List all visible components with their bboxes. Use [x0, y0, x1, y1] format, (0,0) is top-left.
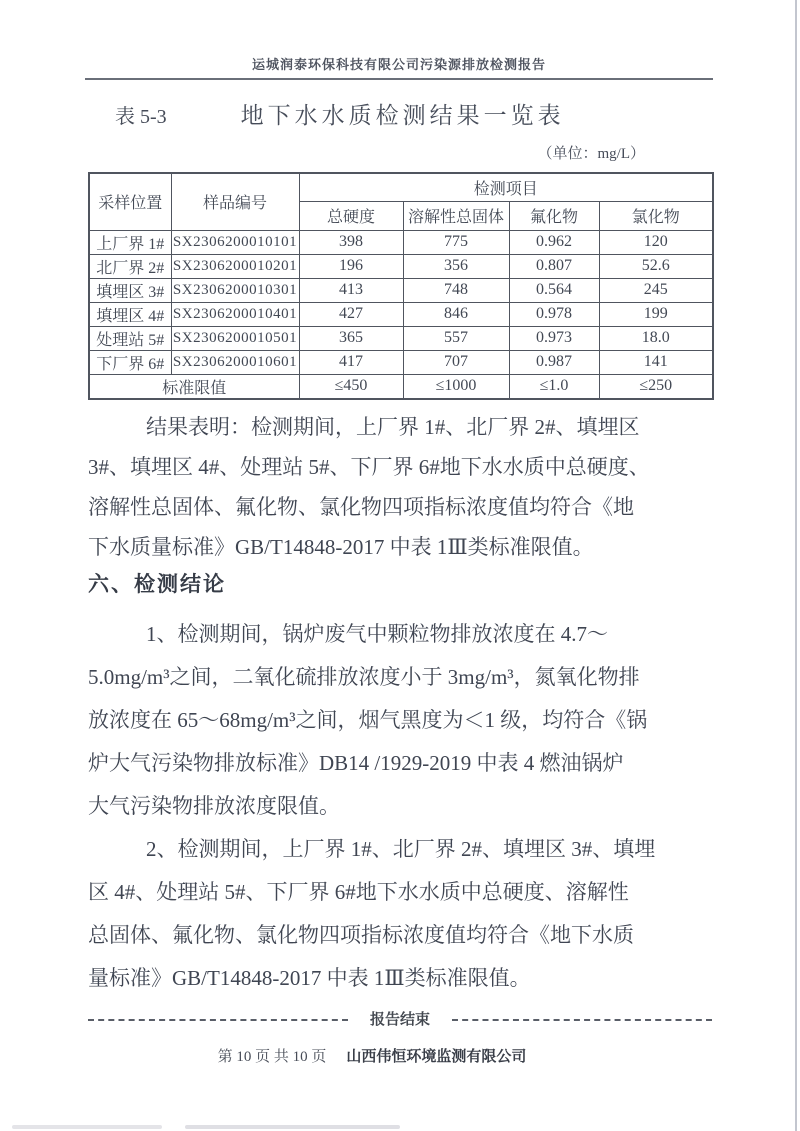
paragraph-line: 大气污染物排放浓度限值。 — [88, 793, 340, 818]
scan-smudge — [12, 1125, 162, 1129]
limit-value: ≤1.0 — [509, 374, 599, 399]
cell-value: 413 — [299, 278, 403, 302]
table-title: 地下水水质检测结果一览表 — [240, 103, 565, 128]
cell-value: 846 — [403, 302, 509, 326]
groundwater-results-table — [88, 172, 714, 400]
cell-value: 0.987 — [509, 350, 599, 374]
cell-value: 141 — [599, 350, 713, 374]
paragraph-line: 3#、填埋区 4#、处理站 5#、下厂界 6#地下水水质中总硬度、 — [88, 454, 650, 479]
limit-label: 标准限值 — [89, 374, 299, 399]
cell-location: 上厂界 1# — [89, 230, 171, 254]
paragraph-line: 放浓度在 65～68mg/m³之间，烟气黑度为＜1 级，均符合《锅 — [88, 707, 648, 732]
cell-value: 0.978 — [509, 302, 599, 326]
table-row — [89, 254, 713, 278]
limit-value: ≤1000 — [403, 374, 509, 399]
paragraph-line: 结果表明：检测期间，上厂界 1#、北厂界 2#、填埋区 — [146, 414, 640, 439]
cell-value: 707 — [403, 350, 509, 374]
paragraph-line: 溶解性总固体、氟化物、氯化物四项指标浓度值均符合《地 — [88, 494, 634, 519]
table-row — [89, 230, 713, 254]
report-end-separator — [88, 1010, 712, 1028]
cell-sample-no: SX2306200010201 — [171, 254, 299, 278]
cell-sample-no: SX2306200010601 — [171, 350, 299, 374]
col-header-fluoride: 氟化物 — [509, 201, 599, 230]
col-header-sample-no: 样品编号 — [171, 173, 299, 230]
col-header-chloride: 氯化物 — [599, 201, 713, 230]
unit-note-text: （单位：mg/L） — [537, 146, 645, 162]
standard-limit-row — [89, 374, 713, 399]
paragraph-line: 下水质量标准》GB/T14848-2017 中表 1Ⅲ类标准限值。 — [88, 534, 594, 559]
cell-value: 0.807 — [509, 254, 599, 278]
cell-sample-no: SX2306200010101 — [171, 230, 299, 254]
paragraph-line: 总固体、氟化物、氯化物四项指标浓度值均符合《地下水质 — [88, 922, 634, 947]
table-title-row — [88, 100, 712, 132]
cell-value: 0.973 — [509, 326, 599, 350]
page-number: 第 10 页 共 10 页 — [217, 1048, 327, 1065]
dashed-rule-right — [452, 1019, 712, 1021]
conclusion-paragraph-1 — [88, 613, 712, 828]
cell-location: 填埋区 3# — [89, 278, 171, 302]
col-header-tds: 溶解性总固体 — [403, 201, 509, 230]
cell-value: 427 — [299, 302, 403, 326]
scan-smudge — [185, 1125, 400, 1129]
unit-note — [88, 143, 712, 165]
scan-edge-line — [795, 0, 797, 1131]
paragraph-line: 2、检测期间，上厂界 1#、北厂界 2#、填埋区 3#、填埋 — [146, 836, 656, 861]
cell-value: 557 — [403, 326, 509, 350]
cell-value: 0.962 — [509, 230, 599, 254]
report-end-label: 报告结束 — [370, 1011, 431, 1028]
cell-value: 0.564 — [509, 278, 599, 302]
cell-value: 120 — [599, 230, 713, 254]
cell-location: 处理站 5# — [89, 326, 171, 350]
cell-location: 下厂界 6# — [89, 350, 171, 374]
table-label: 表 5-3 — [115, 106, 167, 128]
paragraph-line: 1、检测期间，锅炉废气中颗粒物排放浓度在 4.7～ — [146, 621, 608, 646]
table-row — [89, 302, 713, 326]
page-footer — [60, 1045, 684, 1066]
table-row — [89, 350, 713, 374]
limit-value: ≤450 — [299, 374, 403, 399]
cell-value: 417 — [299, 350, 403, 374]
section-heading: 六、检测结论 — [88, 572, 226, 596]
running-header-text: 运城润泰环保科技有限公司污染源排放检测报告 — [251, 57, 546, 72]
running-header — [85, 0, 713, 80]
cell-value: 398 — [299, 230, 403, 254]
cell-value: 245 — [599, 278, 713, 302]
cell-value: 365 — [299, 326, 403, 350]
paragraph-line: 量标准》GB/T14848-2017 中表 1Ⅲ类标准限值。 — [88, 965, 531, 990]
cell-value: 18.0 — [599, 326, 713, 350]
cell-sample-no: SX2306200010501 — [171, 326, 299, 350]
cell-location: 北厂界 2# — [89, 254, 171, 278]
cell-sample-no: SX2306200010301 — [171, 278, 299, 302]
cell-value: 356 — [403, 254, 509, 278]
table-row — [89, 278, 713, 302]
col-header-location: 采样位置 — [89, 173, 171, 230]
dashed-rule-left — [88, 1019, 348, 1021]
col-header-test-items: 检测项目 — [299, 173, 713, 201]
paragraph-line: 区 4#、处理站 5#、下厂界 6#地下水水质中总硬度、溶解性 — [88, 879, 629, 904]
cell-value: 775 — [403, 230, 509, 254]
cell-value: 52.6 — [599, 254, 713, 278]
cell-sample-no: SX2306200010401 — [171, 302, 299, 326]
col-header-hardness: 总硬度 — [299, 201, 403, 230]
page-content — [88, 100, 712, 1066]
conclusion-paragraph-2 — [88, 828, 712, 1000]
cell-location: 填埋区 4# — [89, 302, 171, 326]
table-row — [89, 326, 713, 350]
cell-value: 199 — [599, 302, 713, 326]
paragraph-line: 炉大气污染物排放标准》DB14 /1929-2019 中表 4 燃油锅炉 — [88, 750, 624, 775]
table-header-row-1 — [89, 173, 713, 201]
cell-value: 196 — [299, 254, 403, 278]
cell-value: 748 — [403, 278, 509, 302]
paragraph-line: 5.0mg/m³之间，二氧化硫排放浓度小于 3mg/m³，氮氧化物排 — [88, 664, 640, 689]
result-paragraph — [88, 407, 712, 567]
company-name: 山西伟恒环境监测有限公司 — [346, 1047, 527, 1065]
limit-value: ≤250 — [599, 374, 713, 399]
